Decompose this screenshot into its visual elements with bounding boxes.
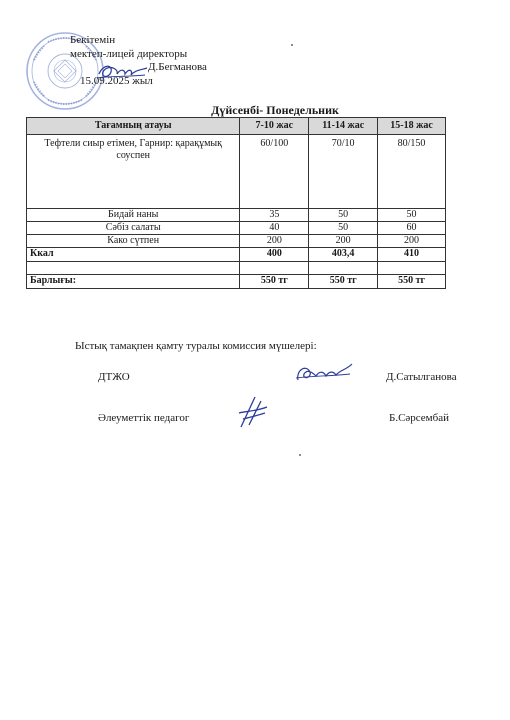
dish-name: Бидай наны [27, 209, 240, 222]
dish-name: Како сүтпен [27, 235, 240, 248]
kcal-15-18: 410 [378, 248, 446, 262]
total-7-10: 550 тг [240, 275, 309, 289]
portion-7-10: 200 [240, 235, 309, 248]
portion-7-10: 40 [240, 222, 309, 235]
table-row [27, 235, 446, 248]
table-header-row [27, 118, 446, 135]
header-age-15-18: 15-18 жас [378, 118, 446, 135]
approval-signer: Д.Бегманова [148, 61, 207, 73]
total-label: Барлығы: [27, 275, 240, 289]
kcal-row [27, 248, 446, 262]
empty-cell [309, 262, 378, 275]
header-dish-name: Тағамның атауы [27, 118, 240, 135]
empty-cell [27, 262, 240, 275]
total-11-14: 550 тг [309, 275, 378, 289]
member1-signature [292, 360, 356, 386]
portion-11-14: 50 [309, 209, 378, 222]
header-age-11-14: 11-14 жас [309, 118, 378, 135]
member1-role: ДТЖО [98, 371, 130, 383]
approval-date: 15.09.2025 жыл [80, 74, 153, 87]
header-age-7-10: 7-10 жас [240, 118, 309, 135]
portion-15-18: 50 [378, 209, 446, 222]
day-title: Дүйсенбі- Понедельник [211, 103, 339, 117]
kcal-label: Ккал [27, 248, 240, 262]
member2-role: Әлеуметтік педагог [98, 412, 190, 424]
empty-cell [378, 262, 446, 275]
approval-position: мектеп-лицей директоры [70, 47, 188, 60]
empty-cell [240, 262, 309, 275]
dish-name: Сәбіз салаты [27, 222, 240, 235]
portion-15-18: 80/150 [378, 135, 446, 209]
dish-name: Тефтели сиыр етімен, Гарнир: қарақұмық соуспен [27, 135, 240, 209]
portion-7-10: 60/100 [240, 135, 309, 209]
portion-11-14: 70/10 [309, 135, 378, 209]
table-row [27, 135, 446, 209]
total-15-18: 550 тг [378, 275, 446, 289]
empty-row [27, 262, 446, 275]
table-row [27, 209, 446, 222]
member2-name: Б.Сәрсембай [389, 412, 450, 424]
portion-15-18: 60 [378, 222, 446, 235]
portion-15-18: 200 [378, 235, 446, 248]
approval-block [70, 34, 207, 88]
approval-title: Бекітемін [70, 34, 116, 46]
menu-table [26, 117, 446, 289]
scan-speck [291, 44, 293, 46]
kcal-11-14: 403,4 [309, 248, 378, 262]
portion-7-10: 35 [240, 209, 309, 222]
approval-signature-line [70, 61, 207, 75]
scan-speck [299, 454, 301, 456]
kcal-7-10: 400 [240, 248, 309, 262]
portion-11-14: 50 [309, 222, 378, 235]
portion-11-14: 200 [309, 235, 378, 248]
member2-signature [233, 393, 271, 429]
table-row [27, 222, 446, 235]
member1-name: Д.Сатылганова [386, 371, 457, 383]
commission-title: Ыстық тамақпен қамту туралы комиссия мүшелері: [75, 340, 317, 352]
total-row [27, 275, 446, 289]
